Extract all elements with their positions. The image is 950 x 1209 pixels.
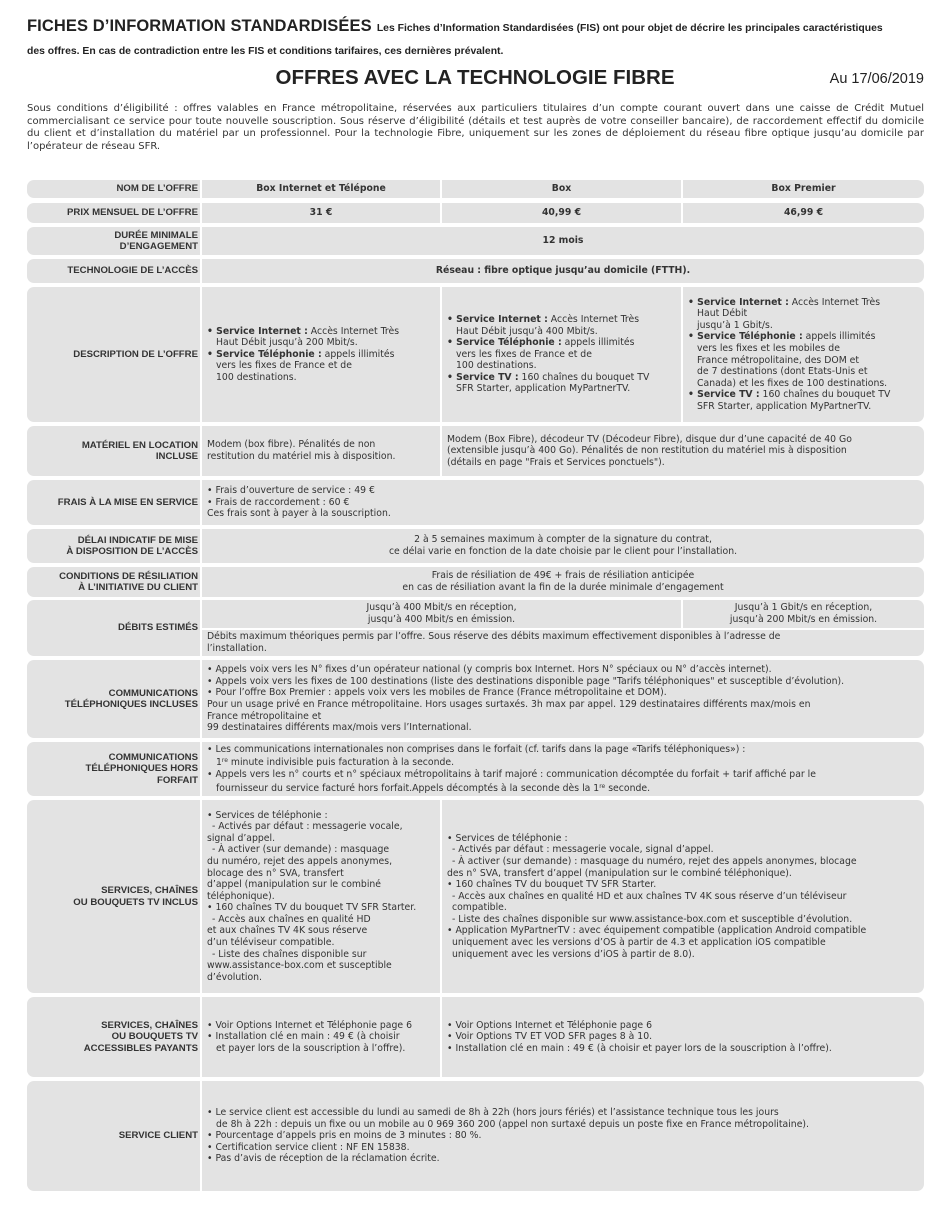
row-technology [27, 259, 924, 283]
row-extra-calls [27, 742, 924, 796]
row-label: SERVICES, CHAÎNES OU BOUQUETS TV ACCESSIBLES PAYANTS [83, 1019, 198, 1054]
row-label: TECHNOLOGIE DE L’ACCÈS [67, 265, 198, 277]
row-label: DESCRIPTION DE L’OFFRE [73, 348, 198, 360]
offer-price-1: 31 € [309, 207, 333, 219]
paid-services-offer-1: • Voir Options Internet et Téléphonie page 6 • Installation clé en main : 49 € (à choisir et payer lors de la souscription à l’offre). [207, 1019, 412, 1054]
row-label: PRIX MENSUEL DE L’OFFRE [67, 207, 198, 219]
included-calls: • Appels voix vers les N° fixes d’un opérateur national (y compris box Internet. Hors N° spéciaux ou N° d’accès internet). • Appels voix vers les fixes de 100 destinations (liste des destinations disponible page "Tarifs téléphoniques" et susceptible d’évolution). • Pour l’offre Box Premier : appels voix vers les mobiles de France (France métropolitaine et DOM). Pour un usage privé en France métropolitaine. Hors usages surtaxés. 3h max par appel. 129 destinataires différents max/mois en France métropolitaine et 99 destinataires différents max/mois vers l’International. [207, 664, 845, 734]
row-included-calls [27, 660, 924, 738]
document-date: Au 17/06/2019 [829, 71, 924, 87]
row-label: COMMUNICATIONS TÉLÉPHONIQUES INCLUSES [64, 687, 198, 710]
row-customer-service [27, 1081, 924, 1191]
setup-fees: • Frais d’ouverture de service : 49 € • Frais de raccordement : 60 € Ces frais sont à payer à la souscription. [207, 485, 391, 520]
offer-price-3: 46,99 € [783, 207, 824, 219]
included-services-offer-1: • Services de téléphonie : - Activés par défaut : messagerie vocale, signal d’appel. - À activer (sur demande) : masquage du numéro, rejet des appels anonymes, blocage des n° SVA, transfert d’appel (manipulation sur le combiné téléphonique). • 160 chaînes TV du bouquet TV SFR Starter. - Accès aux chaînes en qualité HD et aux chaînes TV 4K sous réserve d’un téléviseur compatible. - Liste des chaînes disponible sur www.assistance-box.com et susceptible d’évolution. [207, 809, 417, 983]
row-label: DÉLAI INDICATIF DE MISE À DISPOSITION DE L’ACCÈS [66, 534, 198, 557]
row-included-services [27, 800, 924, 993]
customer-service: • Le service client est accessible du lundi au samedi de 8h à 22h (hors jours fériés) et l’assistance technique tous les jours de 8h à 22h : depuis un fixe ou un mobile au 0 969 360 200 (appel non surtaxé depuis un poste fixe en France métropolitaine). • Pourcentage d’appels pris en moins de 3 minutes : 80 %. • Certification service client : NF EN 15838. • Pas d’avis de réception de la réclamation écrite. [207, 1107, 809, 1165]
header-title: FICHES D’INFORMATION STANDARDISÉES [27, 17, 372, 35]
row-paid-services [27, 997, 924, 1077]
description-offer-2: • Service Internet : Accès Internet Très Haut Débit jusqu’à 400 Mbit/s. • Service Téléphonie : appels illimités vers les fixes de France et de 100 destinations. • Service TV : 160 chaînes du bouquet TV SFR Starter, application MyPartnerTV. [447, 313, 650, 395]
row-label: SERVICE CLIENT [118, 1130, 198, 1142]
offer-name-1: Box Internet et Télépone [256, 183, 386, 195]
commitment-duration: 12 mois [542, 235, 584, 247]
equipment-offer-1: Modem (box fibre). Pénalités de non restitution du matériel mis à disposition. [207, 439, 396, 462]
header-subtitle-line2: des offres. En cas de contradiction entre les FIS et conditions tarifaires, ces dernières prévalent. [27, 46, 504, 57]
document-title: OFFRES AVEC LA TECHNOLOGIE FIBRE [275, 66, 675, 89]
description-offer-1: • Service Internet : Accès Internet Très Haut Débit jusqu’à 200 Mbit/s. • Service Téléphonie : appels illimités vers les fixes de France et de 100 destinations. [207, 325, 400, 383]
delivery-delay: 2 à 5 semaines maximum à compter de la signature du contrat, ce délai varie en fonction de la date choisie par le client pour l’installation. [388, 534, 738, 557]
document-header [27, 16, 927, 62]
offer-name-3: Box Premier [771, 183, 836, 195]
row-equipment [27, 426, 924, 476]
row-price [27, 203, 924, 223]
row-label: DÉBITS ESTIMÉS [118, 622, 198, 634]
offer-price-2: 40,99 € [541, 207, 582, 219]
termination-conditions: Frais de résiliation de 49€ + frais de résiliation anticipée en cas de résiliation avant la fin de la durée minimale d’engagement [402, 570, 724, 593]
bandwidth-note: Débits maximum théoriques permis par l’offre. Sous réserve des débits maximum effectivement disponibles à l’adresse de l’installation. [207, 631, 781, 654]
bandwidth-offer-3: Jusqu’à 1 Gbit/s en réception, jusqu’à 200 Mbit/s en émission. [729, 602, 878, 625]
paid-services-offers-2-3: • Voir Options Internet et Téléphonie page 6 • Voir Options TV ET VOD SFR pages 8 à 10. • Installation clé en main : 49 € (à choisir et payer lors de la souscription à l’offre). [447, 1019, 832, 1054]
row-bandwidth [27, 600, 924, 656]
row-description [27, 287, 924, 422]
row-setup-fees [27, 480, 924, 525]
access-technology: Réseau : fibre optique jusqu’au domicile (FTTH). [435, 265, 691, 277]
bandwidth-offers-1-2: Jusqu’à 400 Mbit/s en réception, jusqu’à 400 Mbit/s en émission. [366, 602, 517, 625]
row-label: DURÉE MINIMALE D’ENGAGEMENT [114, 229, 198, 252]
included-services-offers-2-3: • Services de téléphonie : - Activés par défaut : messagerie vocale, signal d’appel. - À activer (sur demande) : masquage du numéro, rejet des appels anonymes, blocage des n° SVA, transfert d’appel (manipulation sur le combiné téléphonique). • 160 chaînes TV du bouquet TV SFR Starter. - Accès aux chaînes en qualité HD et aux chaînes TV 4K sous réserve d’un téléviseur compatible. - Liste des chaînes disponible sur www.assistance-box.com et susceptible d’évolution. • Application MyPartnerTV : avec équipement compatible (application Android compatible uniquement avec les versions d’OS à partir de 4.3 et application iOS compatible uniquement avec les versions d’iOS à partir de 8.0). [447, 832, 867, 960]
row-label: SERVICES, CHAÎNES OU BOUQUETS TV INCLUS [73, 885, 198, 908]
row-label: FRAIS À LA MISE EN SERVICE [57, 496, 198, 508]
row-label: CONDITIONS DE RÉSILIATION À L’INITIATIVE DU CLIENT [59, 570, 198, 593]
equipment-offers-2-3: Modem (Box Fibre), décodeur TV (Décodeur Fibre), disque dur d’une capacité de 40 Go (extensible jusqu’à 400 Go). Pénalités de non restitution du matériel mis à disposition (détails en page "Frais et Services ponctuels"). [447, 433, 852, 468]
description-offer-3: • Service Internet : Accès Internet Très Haut Débit jusqu’à 1 Gbit/s. • Service Téléphonie : appels illimités vers les fixes et les mobiles de France métropolitaine, des DOM et de 7 destinations (dont Etats-Unis et Canada) et les fixes de 100 destinations. • Service TV : 160 chaînes du bouquet TV SFR Starter, application MyPartnerTV. [688, 296, 891, 412]
row-termination [27, 567, 924, 597]
row-label: MATÉRIEL EN LOCATION INCLUSE [81, 439, 198, 462]
extra-calls: • Les communications internationales non comprises dans le forfait (cf. tarifs dans la page «Tarifs téléphoniques») : 1re minute indivisible puis facturation à la seconde. • Appels vers les n° courts et n° spéciaux métropolitains à tarif majoré : communication décomptée du forfait + tarif affiché par le fournisseur du service facturé hors forfait.Appels décomptés à la seconde dès la 1re seconde. [207, 743, 816, 794]
row-offer-name [27, 180, 924, 198]
row-label: NOM DE L’OFFRE [116, 183, 198, 195]
row-delivery-delay [27, 529, 924, 563]
offer-name-2: Box [551, 183, 572, 195]
row-commitment [27, 227, 924, 255]
intro-paragraph: Sous conditions d’éligibilité : offres valables en France métropolitaine, réservées aux particuliers titulaires d’un compte courant ouvert dans une caisse de Crédit Mutuel commercialisant ce service pour toute nouvelle souscription. Sous réserve d’éligibilité (détails et test auprès de votre conseiller bancaire), de raccordement effectif du domicile du client et d’installation du matériel par un professionnel. Pour la technologie Fibre, uniquement sur les zones de déploiement du réseau fibre optique jusqu’au domicile par l’opérateur de réseau SFR. [27, 103, 924, 152]
header-subtitle: Les Fiches d’Information Standardisées (FIS) ont pour objet de décrire les principales caractéristiques [376, 23, 883, 34]
row-label: COMMUNICATIONS TÉLÉPHONIQUES HORS FORFAIT [85, 751, 198, 786]
